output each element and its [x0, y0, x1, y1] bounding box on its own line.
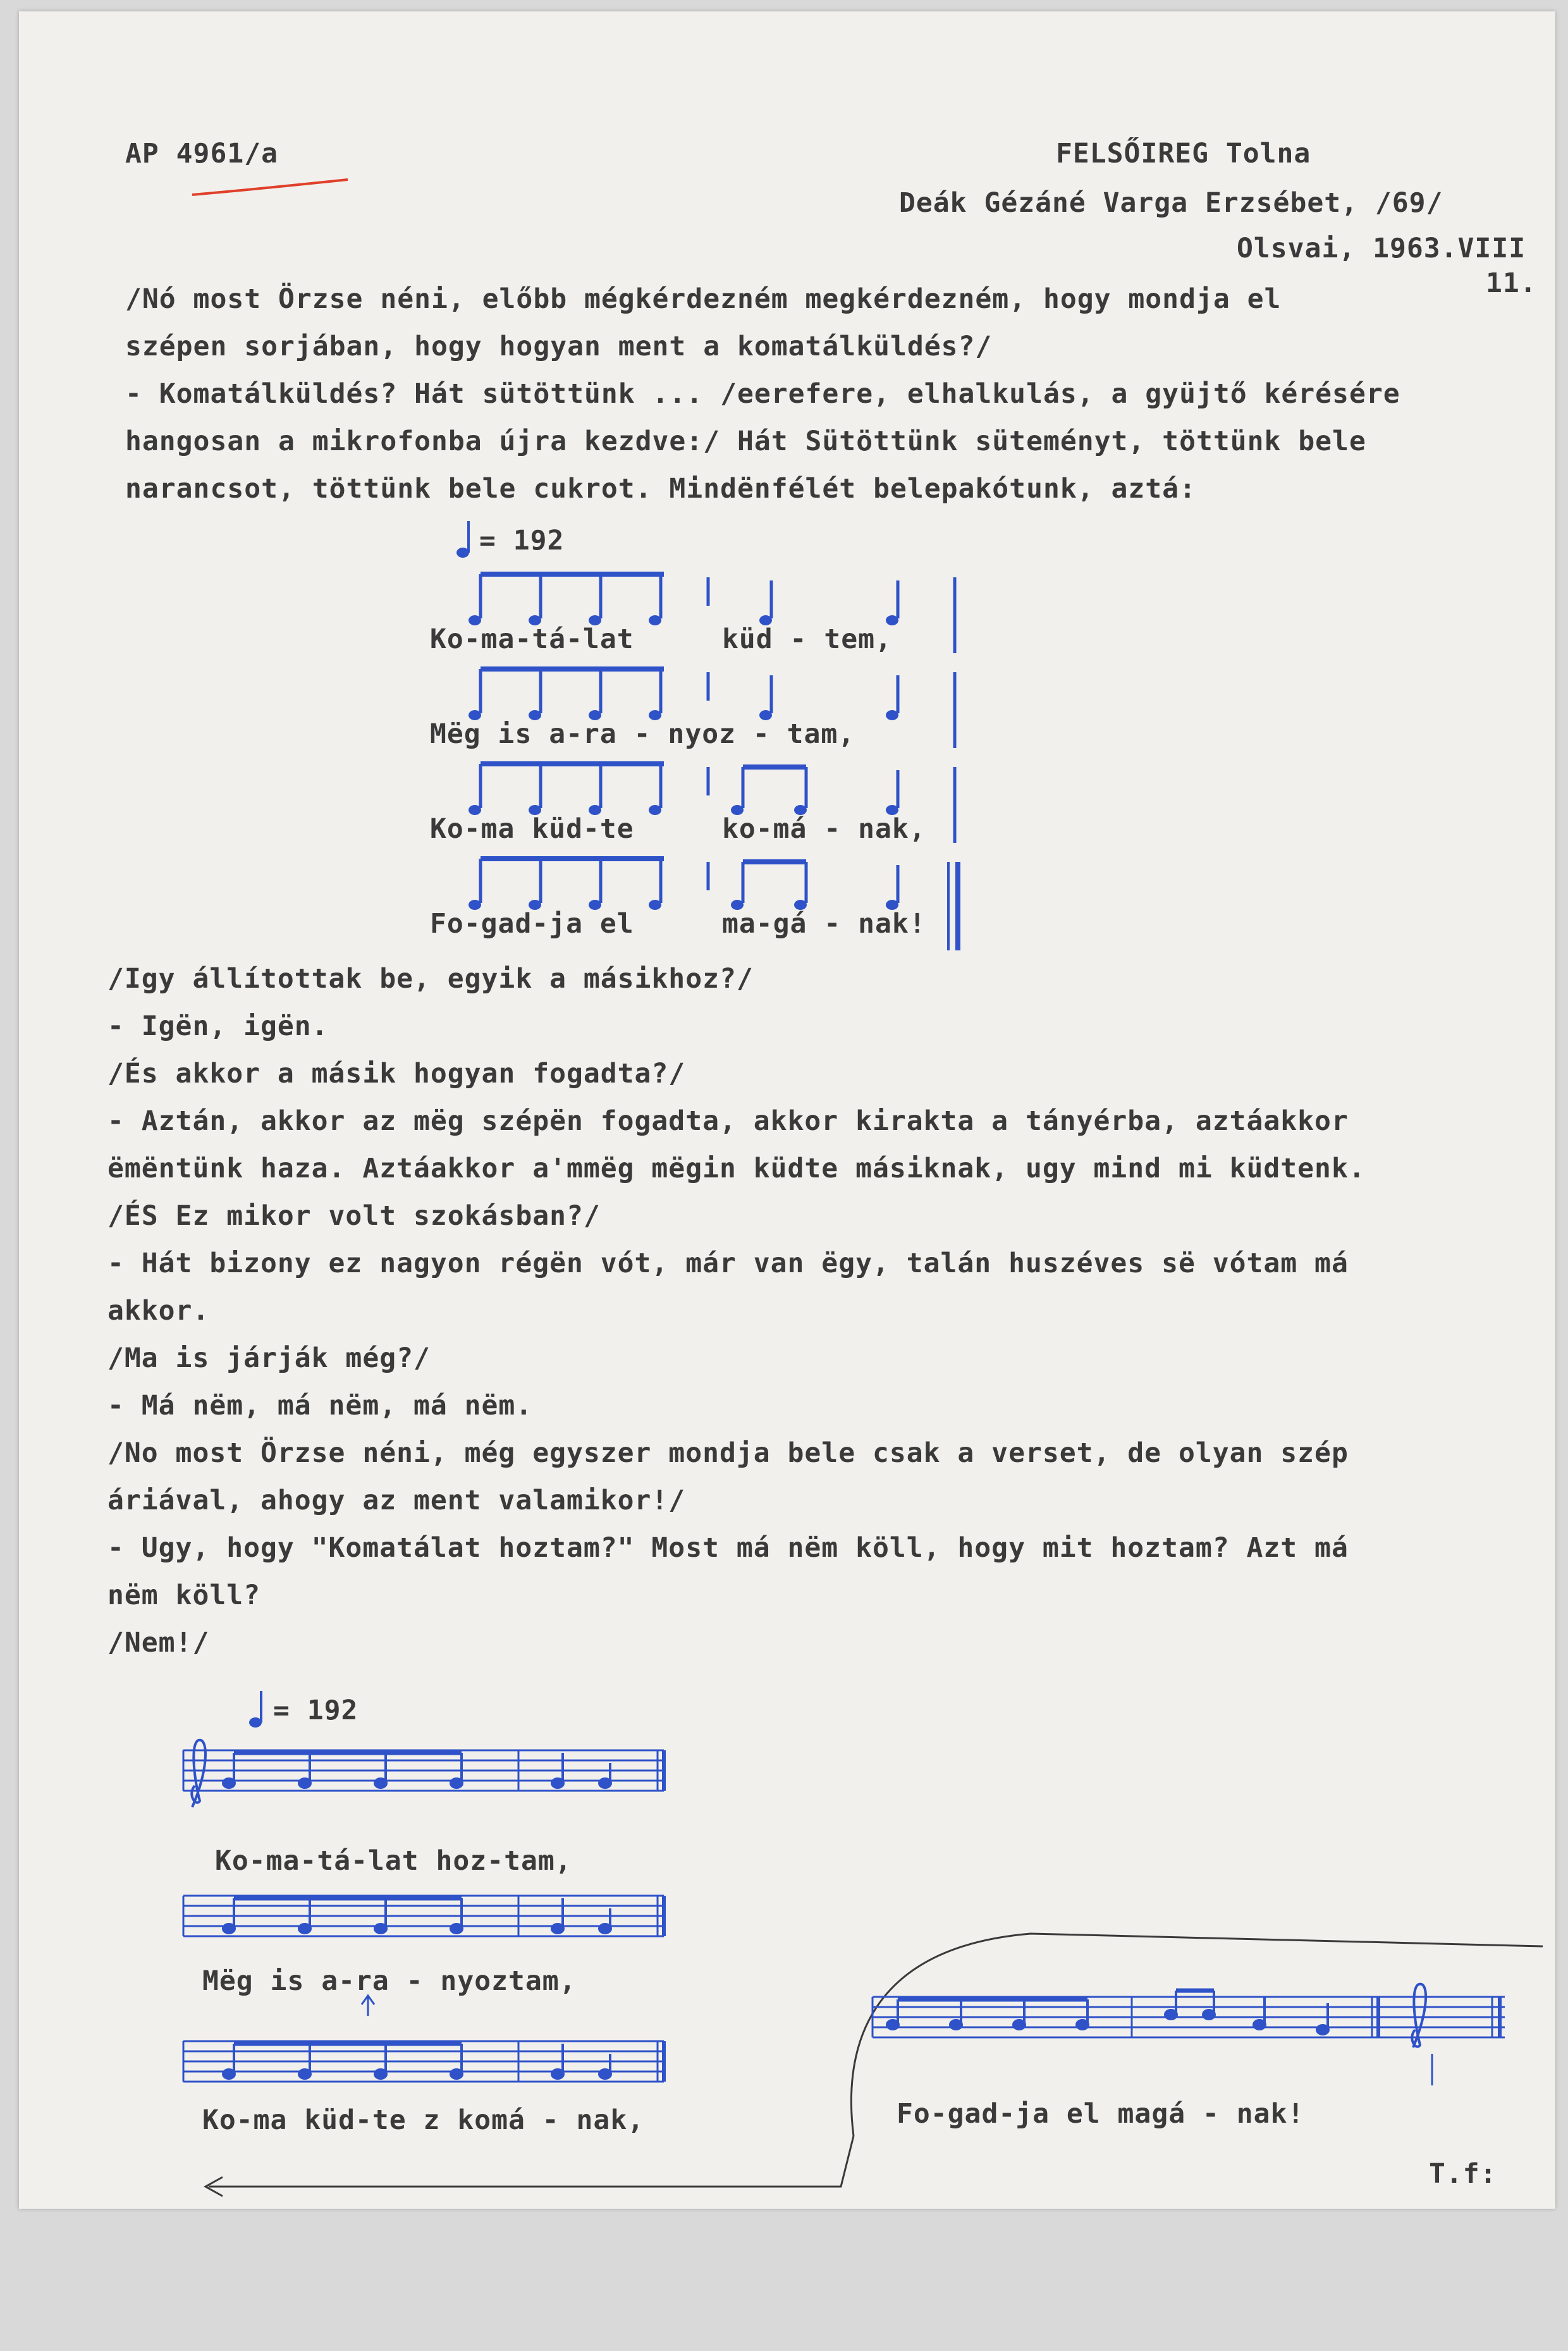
- dialogue-line: - Hát bizony ez nagyon régën vót, már van ëgy, talán huszéves së vótam má: [107, 1248, 1349, 1279]
- collector-date: Olsvai, 1963.VIII: [1237, 233, 1526, 264]
- dialogue-line: ëmëntünk haza. Aztáakkor a'mmëg mëgin küdte másiknak, ugy mind mi küdtenk.: [107, 1153, 1366, 1184]
- paragraph-line: - Komatálküldés? Hát sütöttünk ... /eerefere, elhalkulás, a gyüjtő kérésére: [125, 378, 1400, 410]
- document-page: [19, 11, 1555, 2209]
- verse1-lyric-right: küd - tem,: [722, 623, 892, 655]
- quarter-note-icon: [455, 517, 481, 562]
- verse1-lyric-left: Ko-ma-tá-lat: [430, 623, 634, 655]
- dialogue-line: - Má nëm, má nëm, má nëm.: [107, 1390, 533, 1421]
- catalog-number: AP 4961/a: [125, 138, 278, 169]
- informant: Deák Gézáné Varga Erzsébet, /69/: [899, 187, 1443, 219]
- dialogue-line: akkor.: [107, 1295, 210, 1327]
- dialogue-line: - Ugy, hogy "Komatálat hoztam?" Most má nëm köll, hogy mit hoztam? Azt má: [107, 1532, 1349, 1564]
- verse1-lyric-left: Mëg is a-ra - nyoz - tam,: [430, 718, 855, 750]
- location: FELSŐIREG Tolna: [1056, 138, 1311, 169]
- dialogue-line: nëm köll?: [107, 1580, 260, 1611]
- quarter-note-icon: [248, 1687, 273, 1731]
- tempo-mark: = 192: [479, 525, 565, 556]
- verse2-lyric: Ko-ma küd-te z komá - nak,: [202, 2104, 645, 2136]
- dialogue-line: /Igy állítottak be, egyik a másikhoz?/: [107, 963, 754, 995]
- verse2-lyric: Mëg is a-ra - nyoztam,: [202, 1965, 577, 1997]
- dialogue-line: - Aztán, akkor az mëg szépën fogadta, akkor kirakta a tányérba, aztáakkor: [107, 1105, 1349, 1137]
- verse1-lyric-right: ko-má - nak,: [722, 813, 926, 845]
- paragraph-line: szépen sorjában, hogy hogyan ment a komatálküldés?/: [125, 331, 993, 362]
- verse1-lyric-left: Ko-ma küd-te: [430, 813, 634, 845]
- verse1-lyric-left: Fo-gad-ja el: [430, 908, 634, 940]
- signature: T.f:: [1429, 2158, 1497, 2190]
- paragraph-line: /Nó most Örzse néni, előbb mégkérdezném megkérdezném, hogy mondja el: [125, 283, 1282, 315]
- dialogue-line: - Igën, igën.: [107, 1010, 329, 1042]
- dialogue-line: /Nem!/: [107, 1627, 210, 1659]
- paragraph-line: narancsot, töttünk bele cukrot. Mindënfélét belepakótunk, aztá:: [125, 473, 1196, 505]
- verse2-lyric: Fo-gad-ja el magá - nak!: [897, 2098, 1305, 2130]
- dialogue-line: /ÉS Ez mikor volt szokásban?/: [107, 1200, 601, 1232]
- dialogue-line: áriával, ahogy az ment valamikor!/: [107, 1485, 686, 1516]
- date-day: 11.: [1486, 267, 1537, 299]
- paragraph-line: hangosan a mikrofonba újra kezdve:/ Hát Sütöttünk süteményt, töttünk bele: [125, 426, 1366, 457]
- dialogue-line: /És akkor a másik hogyan fogadta?/: [107, 1058, 686, 1090]
- dialogue-line: /Ma is járják még?/: [107, 1342, 431, 1374]
- final-staff: [860, 1978, 1524, 2104]
- verse2-lyric: Ko-ma-tá-lat hoz-tam,: [215, 1845, 572, 1877]
- red-underline: [188, 177, 353, 202]
- verse1-lyric-right: ma-gá - nak!: [722, 908, 926, 940]
- tempo-mark: = 192: [273, 1695, 358, 1726]
- dialogue-line: /No most Örzse néni, még egyszer mondja bele csak a verset, de olyan szép: [107, 1437, 1349, 1469]
